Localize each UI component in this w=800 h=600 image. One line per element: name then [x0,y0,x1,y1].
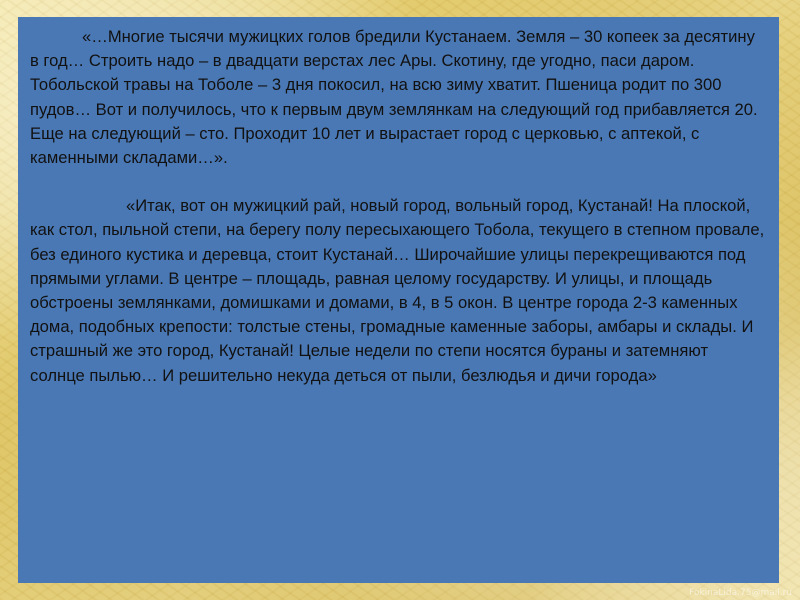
watermark: FokinaLida.75@mail.ru [689,588,792,598]
quote-paragraph-1: «…Многие тысячи мужицких голов бредили Кустанаем. Земля – 30 копеек за десятину в год… Строить надо – в двадцати верстах лес Ары. Скотину, где угодно, паси даром. Тобольской травы на Тоболе – 3 дня покосил, на всю зиму хватит. Пшеница родит по 300 пудов… Вот и получилось, что к первым двум землянкам на следующий год прибавляется 20. Еще на следующий – сто. Проходит 10 лет и вырастает город с церковью, с аптекой, с каменными складами…». [30,27,758,168]
text-panel [18,17,779,583]
quote-paragraph-2: «Итак, вот он мужицкий рай, новый город, вольный город, Кустанай! На плоской, как стол, пыльной степи, на берегу полу пересыхающего Тобола, текущего в степном провале, без единого кустика и деревца, стоит Кустанай… Широчайшие улицы перекрещиваются под прямыми углами. В центре – площадь, равная целому государству. И улицы, и площадь обстроены землянками, домишками и домами, в 4, в 5 окон. В центре города 2-3 каменных дома, подобных крепости: толстые стены, громадные каменные заборы, амбары и склады. И страшный же это город, Кустанай! Целые недели по степи носятся бураны и затемняют солнце пылью… И решительно некуда деться от пыли, безлюдья и дичи города» [30,196,765,385]
